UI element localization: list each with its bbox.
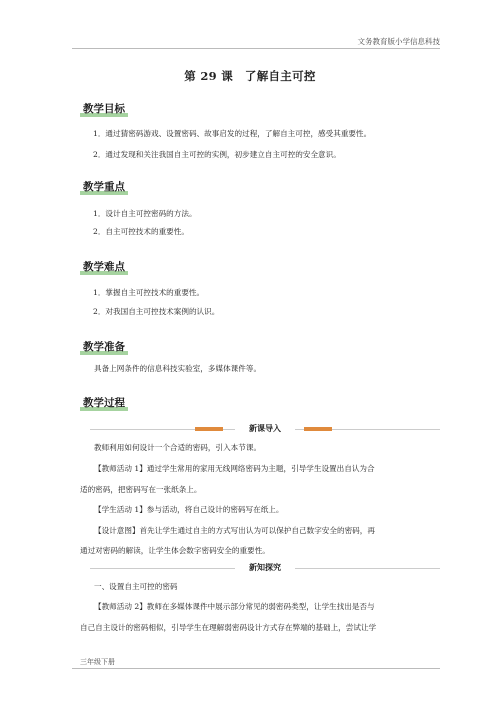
footer-rule	[72, 668, 440, 669]
intro-line-2: 【教师活动 1】通过学生常用的家用无线网络密码为主题，引导学生设置出自认为合	[94, 464, 375, 473]
intro-line-4: 【学生活动 1】参与活动，将自己设计的密码写在纸上。	[94, 505, 284, 514]
key-point-item-2: 2．自主可控技术的重要性。	[93, 227, 189, 236]
section-heading-key-points: 教学重点	[80, 179, 128, 195]
key-point-item-1: 1．设计自主可控密码的方法。	[93, 209, 197, 218]
preparation-text: 具备上网条件的信息科技实验室，多媒体课件等。	[94, 364, 262, 373]
difficulty-item-1: 1．掌握自主可控技术的重要性。	[93, 288, 205, 297]
banner-new-lesson-intro	[90, 423, 440, 437]
banner-new-knowledge	[90, 562, 440, 576]
intro-line-5: 【设计意图】首先让学生通过自主的方式写出认为可以保护自己数字安全的密码，再	[94, 526, 375, 535]
banner-accent-left	[195, 427, 223, 431]
section-heading-process: 教学过程	[80, 395, 128, 411]
goal-item-1: 1．通过猜密码游戏、设置密码、故事启发的过程，了解自主可控，感受其重要性。	[93, 129, 372, 138]
explore-line-1: 一、设置自主可控的密码	[94, 582, 178, 591]
difficulty-item-2: 2．对我国自主可控技术案例的认识。	[93, 307, 220, 316]
header-rule	[72, 48, 440, 49]
section-heading-goals: 教学目标	[80, 101, 128, 117]
goal-item-2: 2．通过发现和关注我国自主可控的实例，初步建立自主可控的安全意识。	[93, 150, 341, 159]
section-heading-preparation: 教学准备	[80, 339, 128, 355]
banner-accent-right	[304, 427, 332, 431]
header-publisher: 文务教育版小学信息科技	[357, 37, 440, 46]
intro-line-6: 通过对密码的解读，让学生体会数字密码安全的重要性。	[80, 546, 270, 555]
explore-line-3: 自己自主设计的密码相似，引导学生在理解弱密码设计方式存在弊端的基础上，尝试让学	[80, 623, 377, 632]
banner-label: 新知探究	[235, 562, 295, 573]
footer-grade: 三年级下册	[80, 658, 115, 666]
explore-line-2: 【教师活动 2】教师在多媒体课件中展示部分常见的弱密码类型，让学生找出是否与	[94, 602, 375, 611]
intro-line-1: 教师利用如何设计一个合适的密码，引入本节课。	[94, 443, 262, 452]
page-title: 第 29 课 了解自主可控	[184, 69, 316, 83]
banner-label: 新课导入	[235, 423, 295, 434]
intro-line-3: 适的密码，把密码写在一张纸条上。	[80, 485, 202, 494]
section-heading-difficulties: 教学难点	[80, 259, 128, 275]
